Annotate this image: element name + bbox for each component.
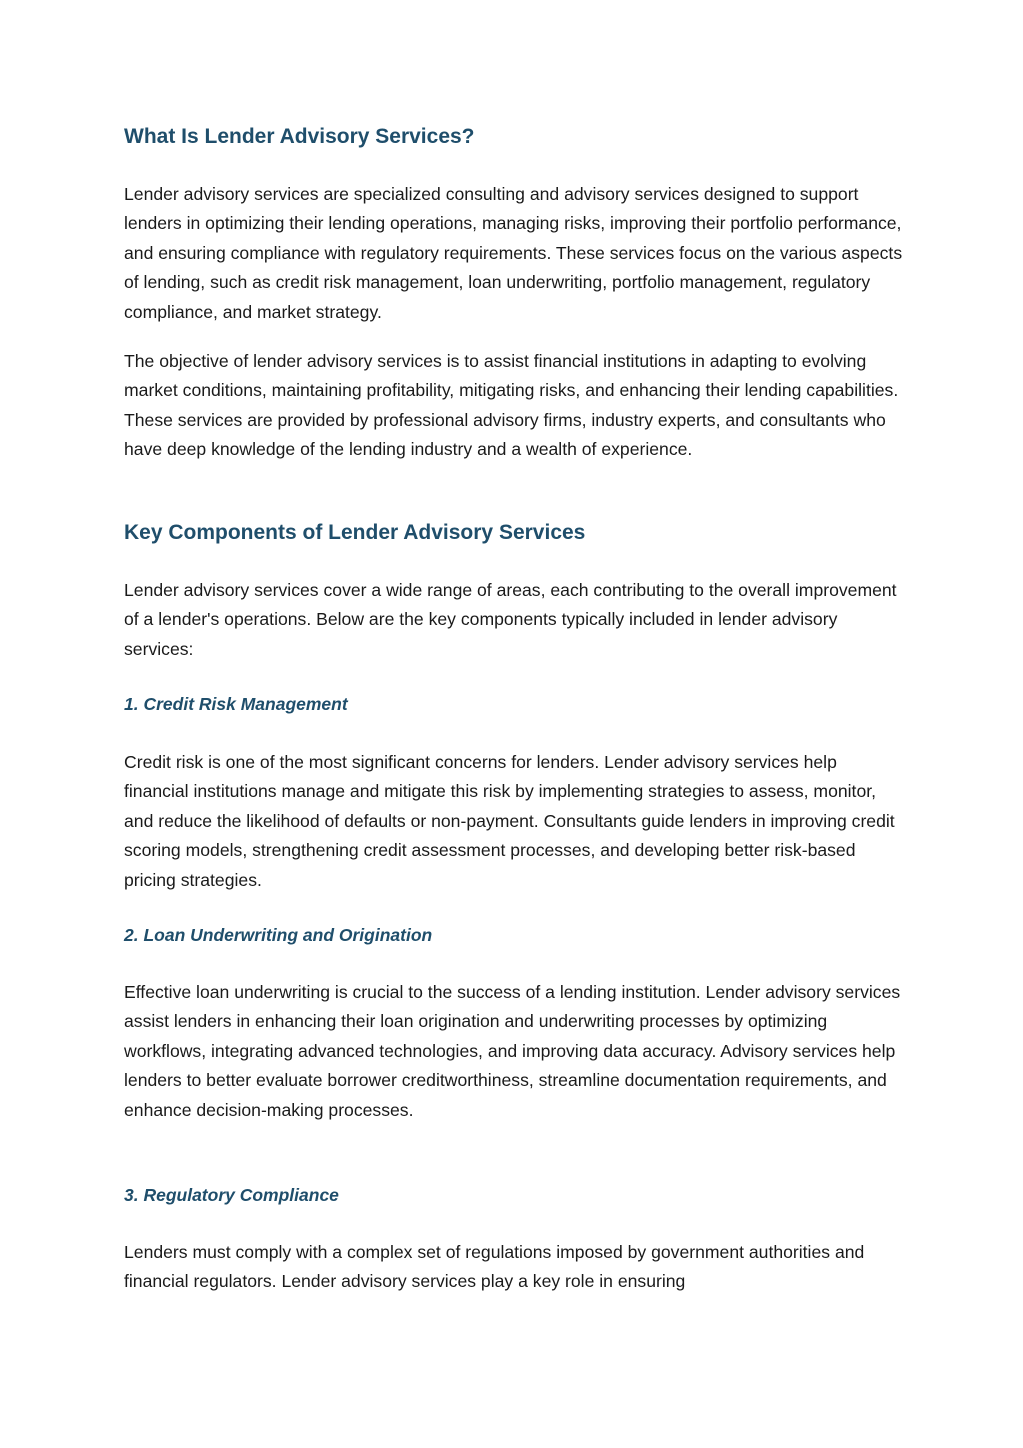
subheading-credit-risk: 1. Credit Risk Management [124,694,348,714]
paragraph-components-intro: Lender advisory services cover a wide range of areas, each contributing to the overall improvement of a lender's operations. Below are the key components typically included in lender advisory services: [124,580,897,659]
paragraph-loan-underwriting: Effective loan underwriting is crucial to the success of a lending institution. Lender advisory services assist lenders in enhancing their loan origination and underwriting processes by optimizing workflows, integrating advanced technologies, and improving data accuracy. Advisory services help lenders to better evaluate borrower creditworthiness, streamline documentation requirements, and enhance decision-making processes. [124,982,901,1120]
paragraph-regulatory-compliance: Lenders must comply with a complex set of regulations imposed by government authorities and financial regulators. Lender advisory services play a key role in ensuring [124,1242,865,1292]
section-heading-what-is: What Is Lender Advisory Services? [124,125,475,148]
section-heading-key-components: Key Components of Lender Advisory Services [124,521,586,544]
paragraph-objective: The objective of lender advisory services is to assist financial institutions in adapting to evolving market conditions, maintaining profitability, mitigating risks, and enhancing their lending capabilities. These services are provided by professional advisory firms, industry experts, and consultants who have deep knowledge of the lending industry and a wealth of experience. [124,351,899,460]
subheading-regulatory-compliance: 3. Regulatory Compliance [124,1185,339,1205]
paragraph-credit-risk: Credit risk is one of the most significant concerns for lenders. Lender advisory services help financial institutions manage and mitigate this risk by implementing strategies to assess, monitor, and reduce the likelihood of defaults or non-payment. Consultants guide lenders in improving credit scoring models, strengthening credit assessment processes, and developing better risk-based pricing strategies. [124,752,895,890]
paragraph-definition: Lender advisory services are specialized consulting and advisory services designed to support lenders in optimizing their lending operations, managing risks, improving their portfolio performance, and ensuring compliance with regulatory requirements. These services focus on the various aspects of lending, such as credit risk management, loan underwriting, portfolio management, regulatory compliance, and market strategy. [124,184,903,322]
subheading-loan-underwriting: 2. Loan Underwriting and Origination [124,925,433,945]
